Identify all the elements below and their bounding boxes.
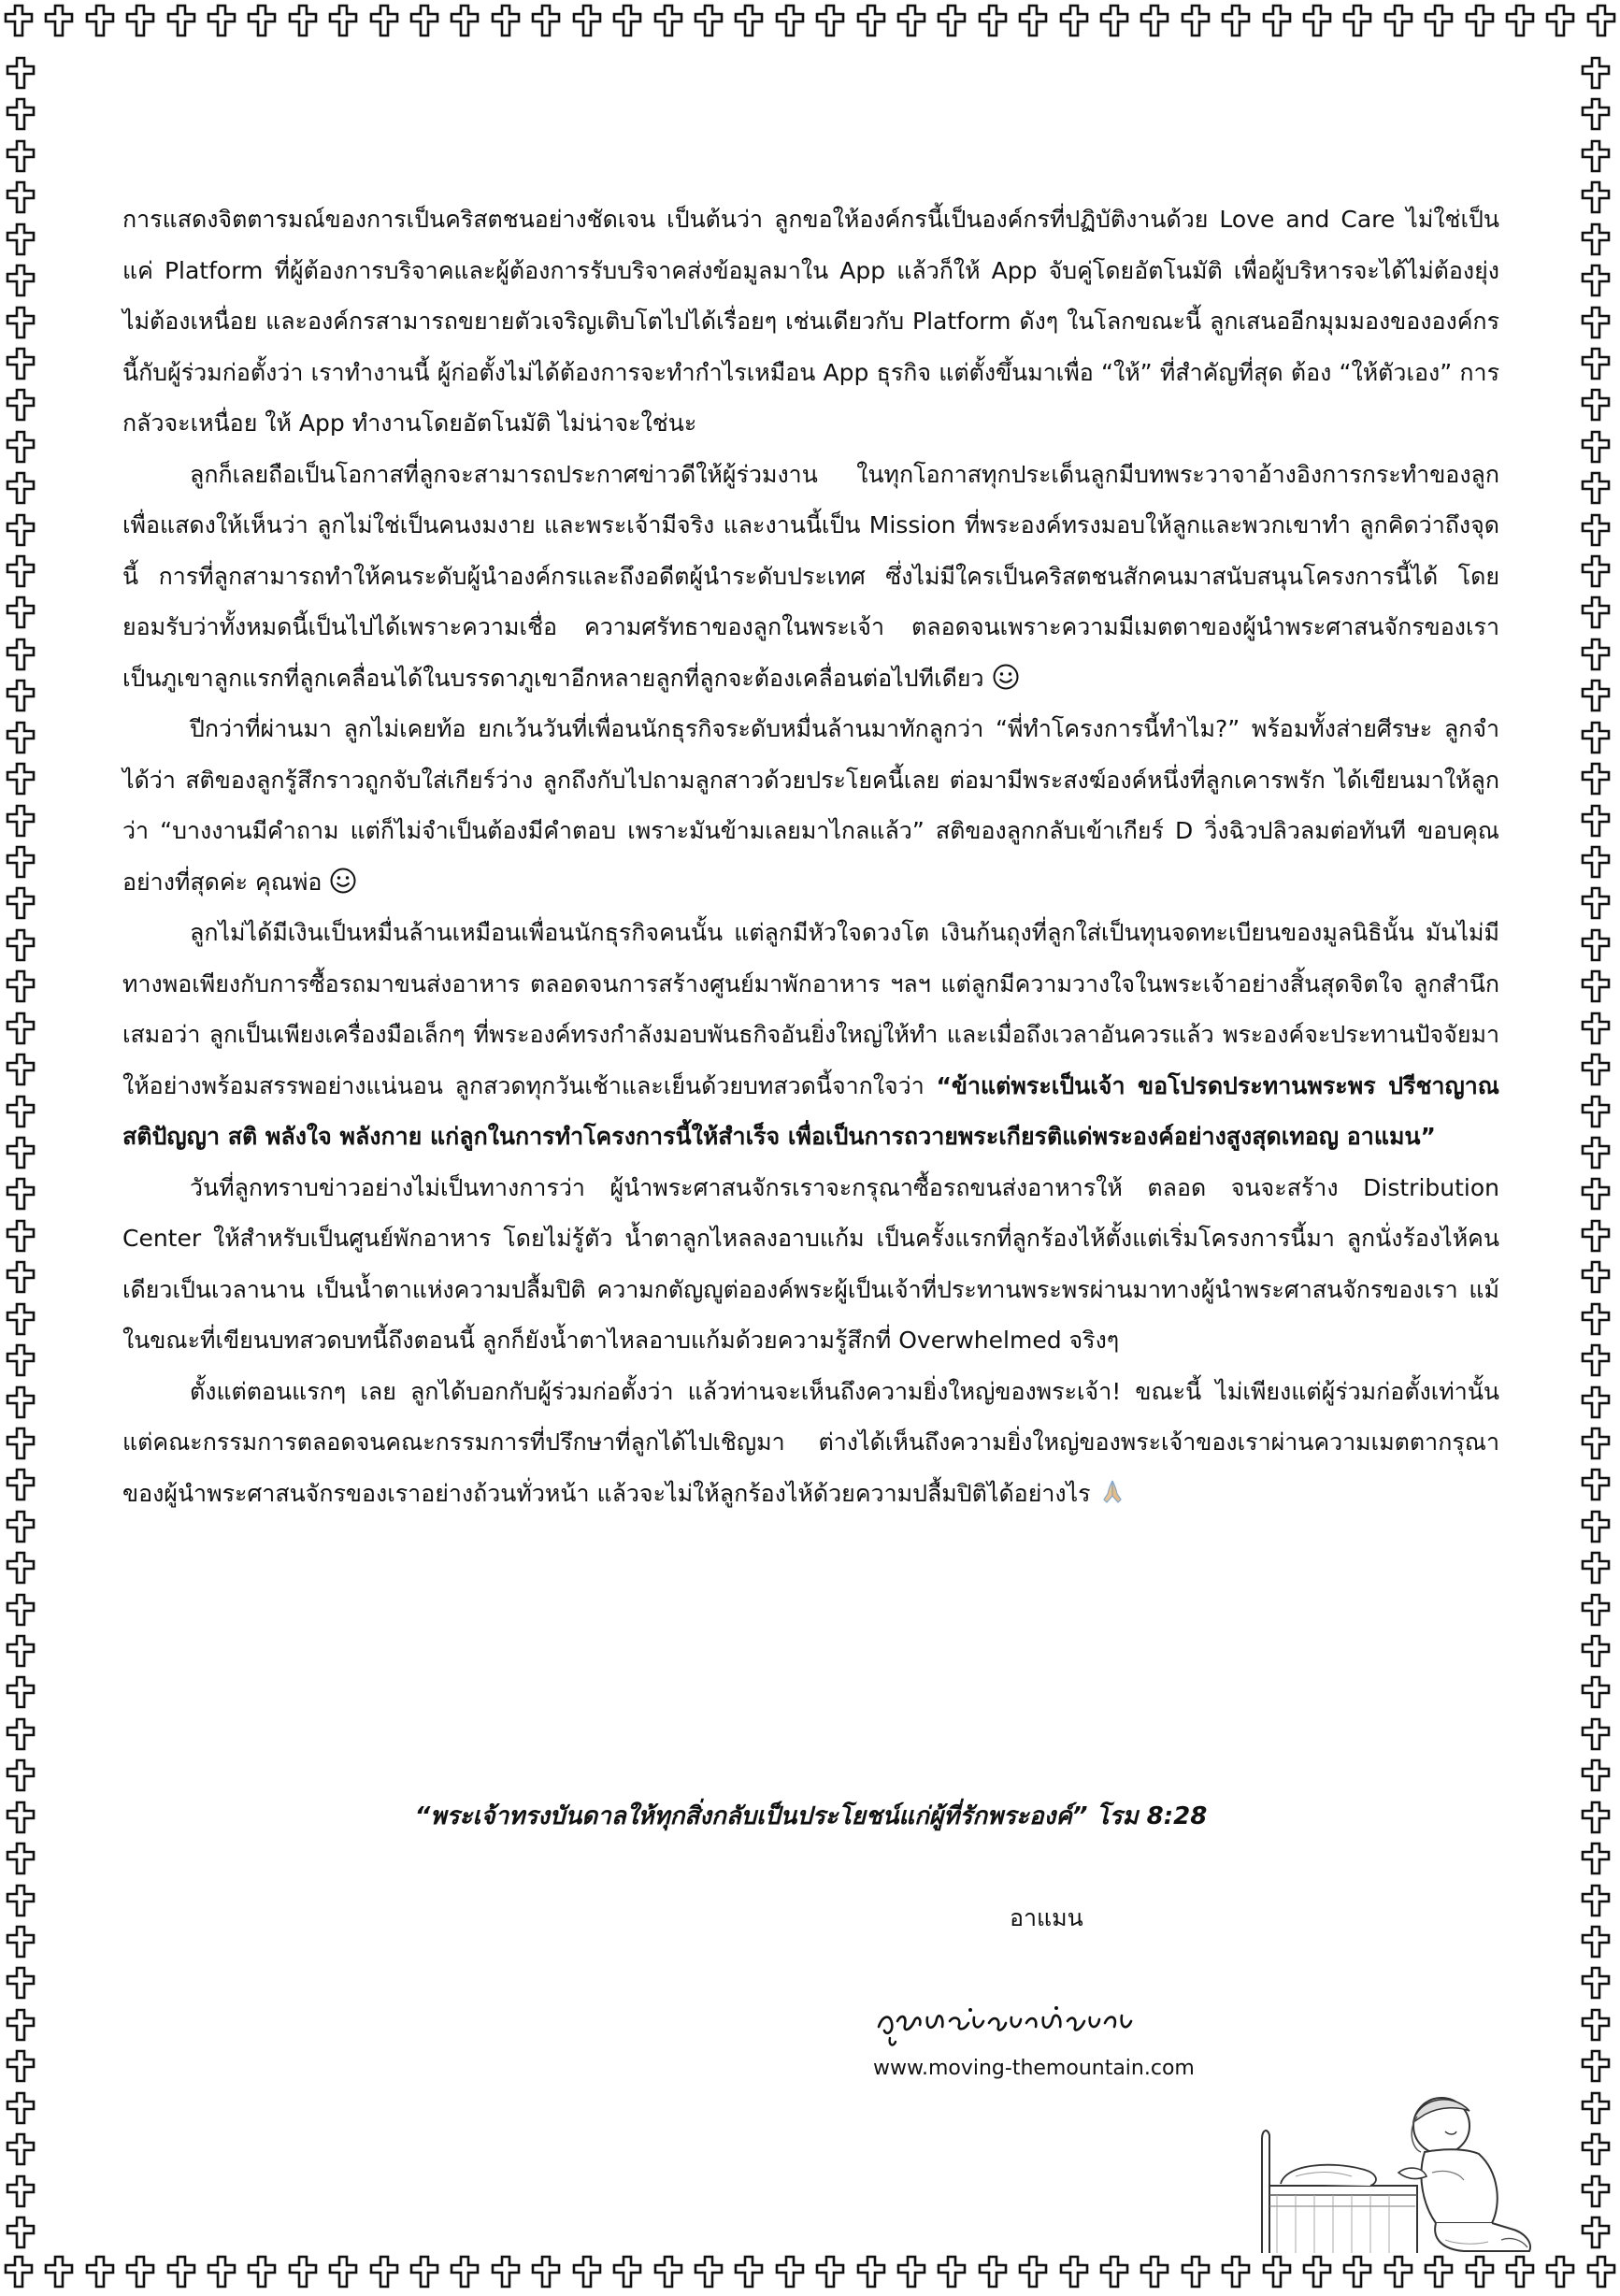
latin-cross-icon	[771, 2, 809, 39]
paragraph-3	[122, 704, 1499, 908]
signature	[869, 1989, 1150, 2055]
latin-cross-icon	[2, 1175, 39, 1213]
latin-cross-icon	[1577, 221, 1614, 258]
latin-cross-icon	[933, 2253, 970, 2290]
latin-cross-icon	[1339, 2253, 1376, 2290]
latin-cross-icon	[2, 1964, 39, 2002]
latin-cross-icon	[1577, 1010, 1614, 1047]
paragraph-text: การแสดงจิตตารมณ์ของการเป็นคริสตชนอย่างชัดเจน เป็นต้นว่า ลูกขอให้องค์กรนี้เป็นองค์กรที่ปฏิบัติงานด้วย Love and Care ไม่ใช่เป็นแค่ Platform ที่ผู้ต้องการบริจาคและผู้ต้องการรับบริจาคส่งข้อมูลมาใน App แล้วก็ให้ App จับคู่โดยอัตโนมัติ เพื่อผู้บริหารจะได้ไม่ต้องยุ่ง ไม่ต้องเหนื่อย และองค์กรสามารถขยายตัวเจริญเติบโตไปได้เรื่อยๆ เช่นเดียวกับ Platform ดังๆ ในโลกขณะนี้ ลูกเสนออีกมุมมองขององค์กรนี้กับผู้ร่วมก่อตั้งว่า เราทำงานนี้ ผู้ก่อตั้งไม่ได้ต้องการจะทำกำไรเหมือน App ธุรกิจ แต่ตั้งขึ้นมาเพื่อ “ให้” ที่สำคัญที่สุด ต้อง “ให้ตัวเอง” การกลัวจะเหนื่อย ให้ App ทำงานโดยอัตโนมัติ ไม่น่าจะใช่นะ	[122, 206, 1499, 437]
latin-cross-icon	[2, 926, 39, 964]
latin-cross-icon	[1577, 552, 1614, 590]
latin-cross-icon	[1577, 677, 1614, 714]
latin-cross-icon	[2, 1673, 39, 1711]
latin-cross-icon	[1577, 1840, 1614, 1877]
latin-cross-icon	[1380, 2253, 1417, 2290]
latin-cross-icon	[771, 2253, 809, 2290]
latin-cross-icon	[2, 262, 39, 299]
latin-cross-icon	[1577, 511, 1614, 549]
latin-cross-icon	[163, 2, 200, 39]
latin-cross-icon	[1577, 1342, 1614, 1379]
latin-cross-icon	[1055, 2253, 1093, 2290]
latin-cross-icon	[893, 2, 930, 39]
latin-cross-icon	[1577, 802, 1614, 839]
latin-cross-icon	[730, 2, 767, 39]
latin-cross-icon	[1577, 1051, 1614, 1088]
latin-cross-icon	[1577, 179, 1614, 216]
closing-amen: อาแมน	[1010, 1904, 1083, 1931]
latin-cross-icon	[1577, 386, 1614, 423]
latin-cross-icon	[1577, 2047, 1614, 2085]
praying-child-icon	[1258, 2083, 1539, 2256]
latin-cross-icon	[284, 2253, 322, 2290]
latin-cross-icon	[446, 2, 483, 39]
latin-cross-icon	[1577, 1258, 1614, 1296]
latin-cross-icon	[1420, 2, 1457, 39]
latin-cross-icon	[2, 1300, 39, 1338]
latin-cross-icon	[2, 1134, 39, 1171]
latin-cross-icon	[2, 1840, 39, 1877]
latin-cross-icon	[2, 137, 39, 175]
paragraph-1	[122, 194, 1499, 450]
latin-cross-icon	[1577, 2173, 1614, 2210]
latin-cross-icon	[324, 2253, 362, 2290]
latin-cross-icon	[1577, 1757, 1614, 1794]
latin-cross-icon	[1577, 1466, 1614, 1503]
latin-cross-icon	[487, 2253, 524, 2290]
latin-cross-icon	[1420, 2253, 1457, 2290]
latin-cross-icon	[243, 2, 280, 39]
latin-cross-icon	[1014, 2253, 1052, 2290]
latin-cross-icon	[1501, 2253, 1539, 2290]
latin-cross-icon	[1583, 2, 1620, 39]
latin-cross-icon	[527, 2253, 565, 2290]
latin-cross-icon	[366, 2253, 403, 2290]
border-bottom	[0, 2253, 1620, 2294]
latin-cross-icon	[1577, 2089, 1614, 2127]
latin-cross-icon	[2, 469, 39, 507]
latin-cross-icon	[1541, 2, 1579, 39]
latin-cross-icon	[1501, 2, 1539, 39]
latin-cross-icon	[1577, 345, 1614, 382]
website-url: www.moving-themountain.com	[873, 2057, 1195, 2080]
latin-cross-icon	[1577, 137, 1614, 175]
latin-cross-icon	[1577, 1964, 1614, 2002]
latin-cross-icon	[1577, 926, 1614, 964]
latin-cross-icon	[2, 1632, 39, 1670]
latin-cross-icon	[650, 2253, 687, 2290]
latin-cross-icon	[1577, 1217, 1614, 1255]
latin-cross-icon	[40, 2253, 78, 2290]
latin-cross-icon	[1177, 2253, 1214, 2290]
latin-cross-icon	[2, 636, 39, 673]
border-top	[0, 2, 1620, 43]
latin-cross-icon	[2, 2006, 39, 2044]
latin-cross-icon	[2, 221, 39, 258]
latin-cross-icon	[1577, 636, 1614, 673]
latin-cross-icon	[568, 2, 606, 39]
latin-cross-icon	[163, 2253, 200, 2290]
latin-cross-icon	[1298, 2, 1336, 39]
latin-cross-icon	[811, 2253, 849, 2290]
latin-cross-icon	[2, 1258, 39, 1296]
latin-cross-icon	[609, 2, 646, 39]
latin-cross-icon	[1577, 1923, 1614, 1960]
praying-hands-icon	[1098, 1477, 1126, 1505]
latin-cross-icon	[40, 2, 78, 39]
latin-cross-icon	[1541, 2253, 1579, 2290]
latin-cross-icon	[1577, 884, 1614, 922]
latin-cross-icon	[2, 1093, 39, 1130]
latin-cross-icon	[1577, 469, 1614, 507]
latin-cross-icon	[487, 2, 524, 39]
latin-cross-icon	[2, 1384, 39, 1421]
latin-cross-icon	[2, 304, 39, 341]
border-left	[2, 54, 43, 2251]
latin-cross-icon	[730, 2253, 767, 2290]
latin-cross-icon	[1177, 2, 1214, 39]
latin-cross-icon	[1577, 1384, 1614, 1421]
latin-cross-icon	[2, 760, 39, 797]
paragraph-2	[122, 450, 1499, 705]
paragraph-text: วันที่ลูกทราบข่าวอย่างไม่เป็นทางการว่า ผู้นำพระศาสนจักรเราจะกรุณาซื้อรถขนส่งอาหารให้ ตลอด จนจะสร้าง Distribution Center ให้สำหรับเป็นศูนย์พักอาหาร โดยไม่รู้ตัว น้ำตาลูกไหลลงอาบแก้ม เป็นครั้งแรกที่ลูกร้องไห้ตั้งแต่เริ่มโครงการนี้มา ลูกนั่งร้องไห้คนเดียวเป็นเวลานาน เป็นน้ำตาแห่งความปลื้มปิติ ความกตัญญูต่อองค์พระผู้เป็นเจ้าที่ประทานพระพรผ่านมาทางผู้นำพระศาสนจักรของเรา แม้ในขณะที่เขียนบทสวดบทนี้ถึงตอนนี้ ลูกก็ยังน้ำตาไหลอาบแก้มด้วยความรู้สึกที่ Overwhelmed จริงๆ	[122, 1173, 1499, 1354]
latin-cross-icon	[2, 1882, 39, 1919]
smiley-icon	[329, 867, 357, 895]
latin-cross-icon	[1380, 2, 1417, 39]
latin-cross-icon	[2, 2131, 39, 2168]
latin-cross-icon	[1577, 2131, 1614, 2168]
latin-cross-icon	[1577, 2006, 1614, 2044]
latin-cross-icon	[2, 2173, 39, 2210]
latin-cross-icon	[406, 2253, 443, 2290]
latin-cross-icon	[1096, 2, 1133, 39]
latin-cross-icon	[1577, 1715, 1614, 1753]
latin-cross-icon	[1577, 1591, 1614, 1629]
latin-cross-icon	[2, 719, 39, 756]
paragraph-5	[122, 1163, 1499, 1367]
latin-cross-icon	[2, 1757, 39, 1794]
latin-cross-icon	[1577, 1799, 1614, 1836]
latin-cross-icon	[2, 552, 39, 590]
latin-cross-icon	[853, 2, 890, 39]
latin-cross-icon	[527, 2, 565, 39]
latin-cross-icon	[1583, 2253, 1620, 2290]
latin-cross-icon	[243, 2253, 280, 2290]
latin-cross-icon	[1217, 2, 1254, 39]
latin-cross-icon	[1577, 1175, 1614, 1213]
latin-cross-icon	[2, 2214, 39, 2251]
latin-cross-icon	[1055, 2, 1093, 39]
latin-cross-icon	[1577, 1673, 1614, 1711]
latin-cross-icon	[2, 1549, 39, 1586]
latin-cross-icon	[2, 428, 39, 466]
latin-cross-icon	[2, 677, 39, 714]
latin-cross-icon	[1136, 2253, 1173, 2290]
latin-cross-icon	[2, 1425, 39, 1462]
latin-cross-icon	[650, 2, 687, 39]
latin-cross-icon	[1577, 54, 1614, 92]
latin-cross-icon	[1339, 2, 1376, 39]
bible-quote: “พระเจ้าทรงบันดาลให้ทุกสิ่งกลับเป็นประโยชน์แก่ผู้ที่รักพระองค์” โรม 8:28	[414, 1802, 1208, 1830]
latin-cross-icon	[284, 2, 322, 39]
latin-cross-icon	[2, 1591, 39, 1629]
latin-cross-icon	[203, 2253, 240, 2290]
latin-cross-icon	[446, 2253, 483, 2290]
latin-cross-icon	[2, 95, 39, 133]
latin-cross-icon	[609, 2253, 646, 2290]
latin-cross-icon	[2, 1799, 39, 1836]
latin-cross-icon	[2, 968, 39, 1005]
latin-cross-icon	[2, 2089, 39, 2127]
latin-cross-icon	[1577, 719, 1614, 756]
latin-cross-icon	[811, 2, 849, 39]
paragraph-text: ปีกว่าที่ผ่านมา ลูกไม่เคยท้อ ยกเว้นวันที่เพื่อนนักธุรกิจระดับหมื่นล้านมาทักลูกว่า “พี่ทำโครงการนี้ทำไม?” พร้อมทั้งส่ายศีรษะ ลูกจำได้ว่า สติของลูกรู้สึกราวถูกจับใส่เกียร์ว่าง ลูกถึงกับไปถามลูกสาวด้วยประโยคนี้เลย ต่อมามีพระสงฆ์องค์หนึ่งที่ลูกเคารพรัก ได้เขียนมาให้ลูกว่า “บางงานมีคำถาม แต่ก็ไม่จำเป็นต้องมีคำตอบ เพราะมันข้ามเลยมาไกลแล้ว” สติของลูกกลับเข้าเกียร์ D วิ่งฉิวปลิวลมต่อทันที ขอบคุณอย่างที่สุดค่ะ คุณพ่อ	[122, 715, 1499, 896]
latin-cross-icon	[2, 594, 39, 631]
paragraph-4	[122, 908, 1499, 1163]
latin-cross-icon	[2, 2047, 39, 2085]
latin-cross-icon	[1258, 2253, 1296, 2290]
latin-cross-icon	[1577, 760, 1614, 797]
latin-cross-icon	[853, 2253, 890, 2290]
latin-cross-icon	[1461, 2, 1498, 39]
latin-cross-icon	[81, 2, 119, 39]
latin-cross-icon	[690, 2253, 727, 2290]
latin-cross-icon	[1577, 95, 1614, 133]
latin-cross-icon	[1461, 2253, 1498, 2290]
latin-cross-icon	[974, 2253, 1011, 2290]
latin-cross-icon	[122, 2, 159, 39]
latin-cross-icon	[324, 2, 362, 39]
latin-cross-icon	[1577, 262, 1614, 299]
latin-cross-icon	[1577, 428, 1614, 466]
paragraph-6	[122, 1367, 1499, 1520]
latin-cross-icon	[1217, 2253, 1254, 2290]
latin-cross-icon	[1577, 1425, 1614, 1462]
latin-cross-icon	[893, 2253, 930, 2290]
latin-cross-icon	[2, 54, 39, 92]
latin-cross-icon	[2, 1217, 39, 1255]
latin-cross-icon	[2, 1923, 39, 1960]
latin-cross-icon	[0, 2253, 37, 2290]
latin-cross-icon	[1577, 1549, 1614, 1586]
latin-cross-icon	[122, 2253, 159, 2290]
latin-cross-icon	[568, 2253, 606, 2290]
latin-cross-icon	[1136, 2, 1173, 39]
latin-cross-icon	[2, 1010, 39, 1047]
paragraph-text: ลูกก็เลยถือเป็นโอกาสที่ลูกจะสามารถประกาศข่าวดีให้ผู้ร่วมงาน ในทุกโอกาสทุกประเด็นลูกมีบทพระวาจาอ้างอิงการกระทำของลูก เพื่อแสดงให้เห็นว่า ลูกไม่ใช่เป็นคนงมงาย และพระเจ้ามีจริง และงานนี้เป็น Mission ที่พระองค์ทรงมอบให้ลูกและพวกเขาทำ ลูกคิดว่าถึงจุดนี้ การที่ลูกสามารถทำให้คนระดับผู้นำองค์กรและถึงอดีตผู้นำระดับประเทศ ซึ่งไม่มีใครเป็นคริสตชนสักคนมาสนับสนุนโครงการนี้ได้ โดยยอมรับว่าทั้งหมดนี้เป็นไปได้เพราะความเชื่อ ความศรัทธาของลูกในพระเจ้า ตลอดจนเพราะความมีเมตตาของผู้นำพระศาสนจักรของเรา เป็นภูเขาลูกแรกที่ลูกเคลื่อนได้ในบรรดาภูเขาอีกหลายลูกที่ลูกจะต้องเคลื่อนต่อไปทีเดียว	[122, 460, 1499, 692]
latin-cross-icon	[1577, 1300, 1614, 1338]
border-right	[1577, 54, 1618, 2251]
latin-cross-icon	[2, 179, 39, 216]
latin-cross-icon	[0, 2, 37, 39]
latin-cross-icon	[1577, 968, 1614, 1005]
latin-cross-icon	[1014, 2, 1052, 39]
latin-cross-icon	[974, 2, 1011, 39]
latin-cross-icon	[933, 2, 970, 39]
latin-cross-icon	[2, 1051, 39, 1088]
latin-cross-icon	[366, 2, 403, 39]
latin-cross-icon	[1577, 1093, 1614, 1130]
prayer-text: “ข้าแต่พระเป็นเจ้า ขอโปรดประทานพระพร ปรีชาญาณ สติปัญญา สติ พลังใจ พลังกาย แก่ลูกในการทำโครงการนี้ให้สำเร็จ เพื่อเป็นการถวายพระเกียรติแด่พระองค์อย่างสูงสุดเทอญ อาแมน”	[122, 1071, 1499, 1150]
latin-cross-icon	[81, 2253, 119, 2290]
latin-cross-icon	[1577, 1632, 1614, 1670]
latin-cross-icon	[1577, 843, 1614, 881]
latin-cross-icon	[2, 1715, 39, 1753]
latin-cross-icon	[1577, 1882, 1614, 1919]
latin-cross-icon	[1096, 2253, 1133, 2290]
paragraph-text: ลูกไม่ได้มีเงินเป็นหมื่นล้านเหมือนเพื่อนนักธุรกิจคนนั้น แต่ลูกมีหัวใจดวงโต เงินก้นถุงที่ลูกใส่เป็นทุนจดทะเบียนของมูลนิธินั้น มันไม่มีทางพอเพียงกับการซื้อรถมาขนส่งอาหาร ตลอดจนการสร้างศูนย์มาพักอาหาร ฯลฯ แต่ลูกมีความวางใจในพระเจ้าอย่างสิ้นสุดจิตใจ ลูกสำนึกเสมอว่า ลูกเป็นเพียงเครื่องมือเล็กๆ ที่พระองค์ทรงกำลังมอบพันธกิจอันยิ่งใหญ่ให้ทำ และเมื่อถึงเวลาอันควรแล้ว พระองค์จะประทานปัจจัยมาให้อย่างพร้อมสรรพอย่างแน่นอน ลูกสวดทุกวันเช้าและเย็นด้วยบทสวดนี้จากใจว่า	[122, 919, 1499, 1099]
latin-cross-icon	[690, 2, 727, 39]
latin-cross-icon	[2, 345, 39, 382]
latin-cross-icon	[406, 2, 443, 39]
latin-cross-icon	[1577, 2214, 1614, 2251]
latin-cross-icon	[2, 1342, 39, 1379]
latin-cross-icon	[1577, 1508, 1614, 1545]
latin-cross-icon	[2, 511, 39, 549]
latin-cross-icon	[2, 802, 39, 839]
latin-cross-icon	[2, 843, 39, 881]
latin-cross-icon	[2, 884, 39, 922]
latin-cross-icon	[2, 386, 39, 423]
latin-cross-icon	[1577, 1134, 1614, 1171]
latin-cross-icon	[1258, 2, 1296, 39]
latin-cross-icon	[1577, 594, 1614, 631]
letter-body	[122, 194, 1499, 1519]
latin-cross-icon	[2, 1466, 39, 1503]
latin-cross-icon	[1577, 304, 1614, 341]
latin-cross-icon	[1298, 2253, 1336, 2290]
latin-cross-icon	[203, 2, 240, 39]
latin-cross-icon	[2, 1508, 39, 1545]
smiley-icon	[992, 663, 1020, 691]
paragraph-text: ตั้งแต่ตอนแรกๆ เลย ลูกได้บอกกับผู้ร่วมก่อตั้งว่า แล้วท่านจะเห็นถึงความยิ่งใหญ่ของพระเจ้า! ขณะนี้ ไม่เพียงแต่ผู้ร่วมก่อตั้งเท่านั้น แต่คณะกรรมการตลอดจนคณะกรรมการที่ปรึกษาที่ลูกได้ไปเชิญมา ต่างได้เห็นถึงความยิ่งใหญ่ของพระเจ้าของเราผ่านความเมตตากรุณาของผู้นำพระศาสนจักรของเราอย่างถ้วนทั่วหน้า แล้วจะไม่ให้ลูกร้องไห้ด้วยความปลื้มปิติได้อย่างไร	[122, 1377, 1499, 1507]
